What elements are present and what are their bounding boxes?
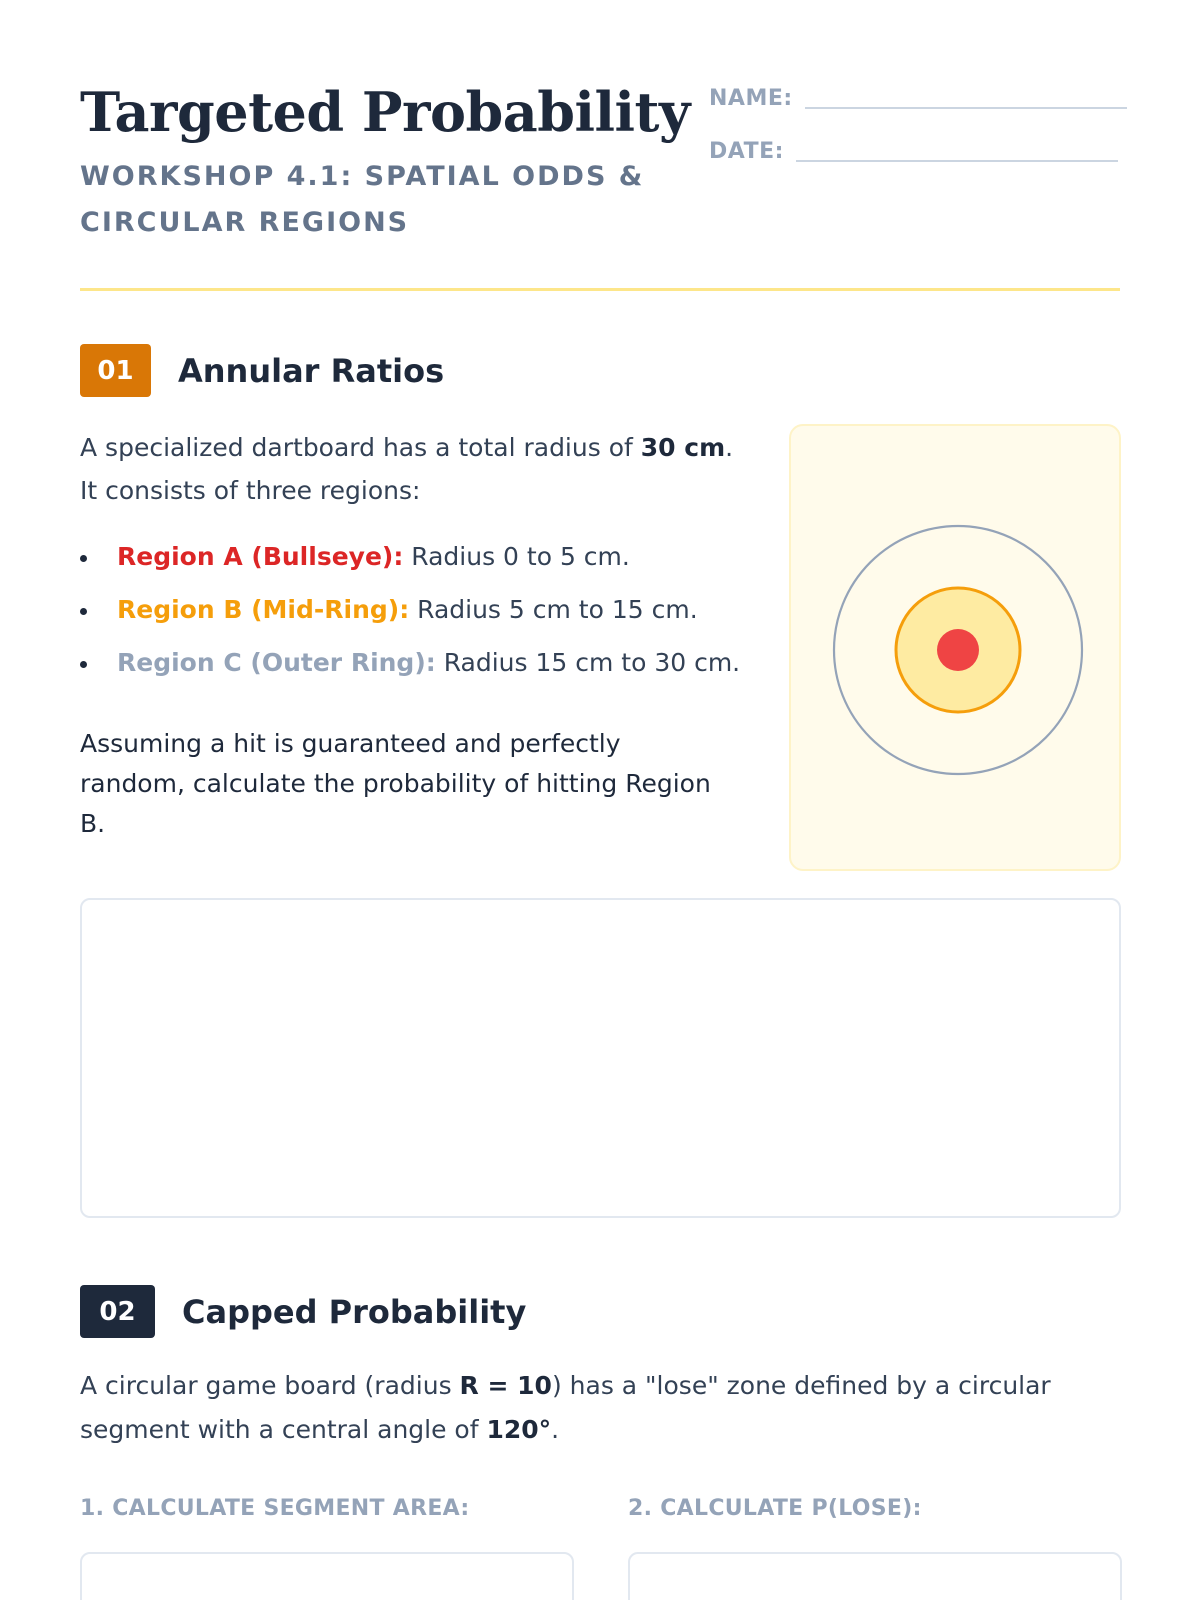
region-list	[80, 535, 760, 694]
step-2-label: 2. CALCULATE P(LOSE):	[628, 1496, 922, 1521]
worksheet-subtitle: WORKSHOP 4.1: SPATIAL ODDS & CIRCULAR REGIONS	[80, 161, 645, 238]
dartboard-svg	[791, 426, 1123, 873]
list-item	[80, 588, 760, 641]
section-2-badge: 02	[80, 1285, 155, 1338]
section-1-header	[80, 344, 444, 397]
intro-radius-value: 30 cm	[640, 433, 726, 462]
intro-text-post: . It consists of three regions:	[80, 433, 734, 505]
name-label: NAME:	[709, 86, 793, 111]
date-line[interactable]	[796, 160, 1118, 162]
worksheet-title: Targeted Probability	[80, 80, 690, 144]
name-field[interactable]	[709, 86, 1127, 111]
region-a-desc: Radius 0 to 5 cm.	[403, 542, 630, 571]
bullseye-circle	[937, 629, 979, 671]
section-1-title: Annular Ratios	[178, 351, 445, 390]
section-2-title: Capped Probability	[182, 1292, 527, 1331]
work-box-p-lose[interactable]	[628, 1552, 1122, 1600]
region-a-name: Region A (Bullseye):	[117, 542, 404, 571]
answer-box-1[interactable]	[80, 898, 1121, 1218]
radius-value: R = 10	[459, 1371, 552, 1400]
intro2-pre: A circular game board (radius	[80, 1371, 460, 1400]
list-item	[80, 641, 760, 694]
section-1-intro	[80, 426, 750, 512]
region-b-name: Region B (Mid-Ring):	[117, 595, 410, 624]
section-1-question: Assuming a hit is guaranteed and perfectly random, calculate the probability of hitting Region B.	[80, 729, 711, 838]
dartboard-diagram	[789, 424, 1121, 871]
name-line[interactable]	[805, 107, 1127, 109]
date-field[interactable]	[709, 139, 1118, 164]
list-item	[80, 535, 760, 588]
work-box-segment-area[interactable]	[80, 1552, 574, 1600]
region-c-desc: Radius 15 cm to 30 cm.	[435, 648, 741, 677]
angle-value: 120°	[486, 1415, 552, 1444]
region-b-desc: Radius 5 cm to 15 cm.	[409, 595, 698, 624]
section-2-intro	[80, 1364, 1120, 1452]
intro2-mid: ) has a "lose" zone defined by a circular segment with a central angle of	[80, 1371, 1051, 1444]
section-1-badge: 01	[80, 344, 151, 397]
date-label: DATE:	[709, 139, 784, 164]
header-divider	[80, 288, 1120, 291]
intro2-post: .	[551, 1415, 560, 1444]
step-1-label: 1. CALCULATE SEGMENT AREA:	[80, 1496, 470, 1521]
section-2-header	[80, 1285, 526, 1338]
intro-text-pre: A specialized dartboard has a total radius of	[80, 433, 641, 462]
region-c-name: Region C (Outer Ring):	[117, 648, 436, 677]
